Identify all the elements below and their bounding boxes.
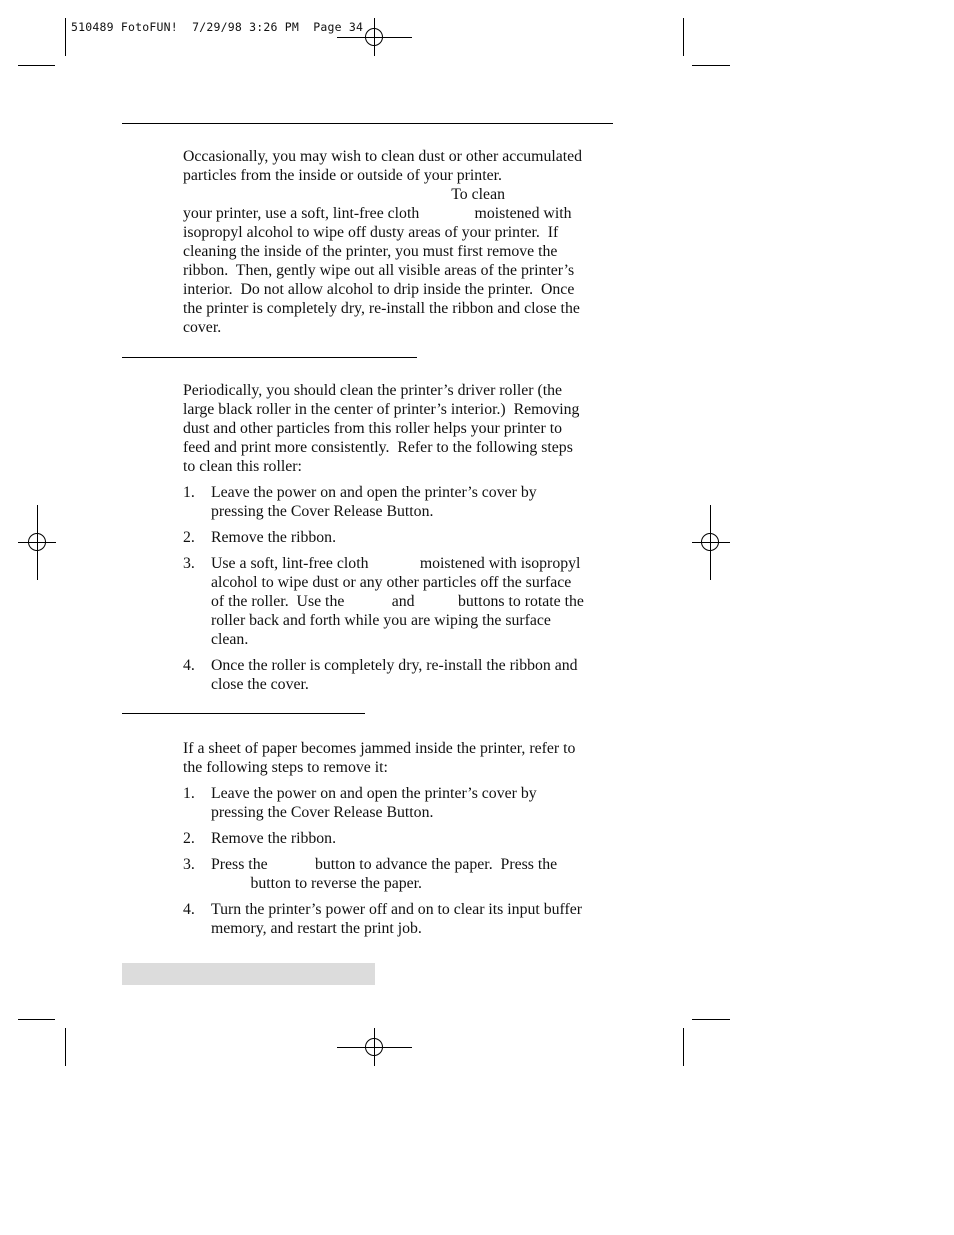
step-text	[211, 554, 584, 649]
text-line: Remove the ribbon.	[211, 830, 337, 847]
step-number: 4.	[183, 901, 195, 918]
step-number: 1.	[183, 785, 195, 802]
step-text	[211, 784, 537, 822]
crop-mark-top-left-vertical	[65, 18, 66, 56]
section-rule-2	[122, 357, 417, 358]
text-line: To clean	[183, 186, 505, 203]
section-rule-3	[122, 713, 365, 714]
text-line: Leave the power on and open the printer’s cover by	[211, 785, 537, 802]
step-text	[211, 900, 582, 938]
text-line: button to reverse the paper.	[211, 875, 423, 892]
text-line: your printer, use a soft, lint-free cloth moistened with	[183, 205, 572, 222]
text-line: Periodically, you should clean the printer’s driver roller (the	[183, 382, 563, 399]
step-number: 3.	[183, 555, 195, 572]
text-line: of the roller. Use the and buttons to rotate the	[211, 593, 584, 610]
text-line: Leave the power on and open the printer’s cover by	[211, 484, 537, 501]
crop-mark-bottom-right-horizontal	[692, 1019, 730, 1020]
text-line: If a sheet of paper becomes jammed inside the printer, refer to	[183, 740, 576, 757]
registration-left-circle	[28, 533, 46, 551]
text-line: Once the roller is completely dry, re-install the ribbon and	[211, 657, 578, 674]
step-number: 2.	[183, 830, 195, 847]
paper-jam-intro-paragraph	[183, 739, 628, 777]
text-line: close the cover.	[211, 676, 309, 693]
registration-right-circle	[701, 533, 719, 551]
text-line: interior. Do not allow alcohol to drip inside the printer. Once	[183, 281, 575, 298]
text-line: isopropyl alcohol to wipe off dusty areas of your printer. If	[183, 224, 559, 241]
text-line: Press the button to advance the paper. Press the	[211, 856, 558, 873]
text-line: feed and print more consistently. Refer to the following steps	[183, 439, 573, 456]
crop-mark-bottom-left-vertical	[65, 1028, 66, 1066]
text-line: pressing the Cover Release Button.	[211, 503, 434, 520]
text-line: Remove the ribbon.	[211, 529, 337, 546]
text-line: cover.	[183, 319, 222, 336]
text-line: ribbon. Then, gently wipe out all visible areas of the printer’s	[183, 262, 575, 279]
crop-mark-top-left-horizontal	[18, 65, 55, 66]
footer-bar	[122, 963, 375, 985]
text-line: alcohol to wipe dust or any other particles off the surface	[211, 574, 572, 591]
text-line: the following steps to remove it:	[183, 759, 388, 776]
text-line: to clean this roller:	[183, 458, 302, 475]
text-line: the printer is completely dry, re-install the ribbon and close the	[183, 300, 580, 317]
crop-mark-top-right-vertical	[683, 18, 684, 56]
roller-intro-paragraph	[183, 381, 628, 476]
text-line: clean.	[211, 631, 249, 648]
section-rule-1	[122, 123, 613, 124]
crop-mark-bottom-left-horizontal	[18, 1019, 55, 1020]
text-line: particles from the inside or outside of your printer.	[183, 167, 502, 184]
step-text	[211, 483, 537, 521]
step-text	[211, 829, 336, 848]
step-number: 2.	[183, 529, 195, 546]
text-line: Occasionally, you may wish to clean dust or other accumulated	[183, 148, 583, 165]
text-line: pressing the Cover Release Button.	[211, 804, 434, 821]
text-line: dust and other particles from this roller helps your printer to	[183, 420, 563, 437]
crop-mark-top-right-horizontal	[692, 65, 730, 66]
print-slug: 510489 FotoFUN! 7/29/98 3:26 PM Page 34	[71, 20, 364, 34]
text-line: large black roller in the center of printer’s interior.) Removing	[183, 401, 580, 418]
step-number: 3.	[183, 856, 195, 873]
text-line: memory, and restart the print job.	[211, 920, 422, 937]
registration-bottom-circle	[365, 1038, 383, 1056]
crop-mark-bottom-right-vertical	[683, 1028, 684, 1066]
text-line: Turn the printer’s power off and on to clear its input buffer	[211, 901, 583, 918]
step-text	[211, 656, 578, 694]
text-line: cleaning the inside of the printer, you must first remove the	[183, 243, 558, 260]
step-text	[211, 855, 557, 893]
step-number: 4.	[183, 657, 195, 674]
text-line: Use a soft, lint-free cloth moistened with isopropyl	[211, 555, 581, 572]
cleaning-paragraph	[183, 147, 628, 337]
text-line: roller back and forth while you are wiping the surface	[211, 612, 551, 629]
step-text	[211, 528, 336, 547]
step-number: 1.	[183, 484, 195, 501]
registration-top-circle	[365, 28, 383, 46]
